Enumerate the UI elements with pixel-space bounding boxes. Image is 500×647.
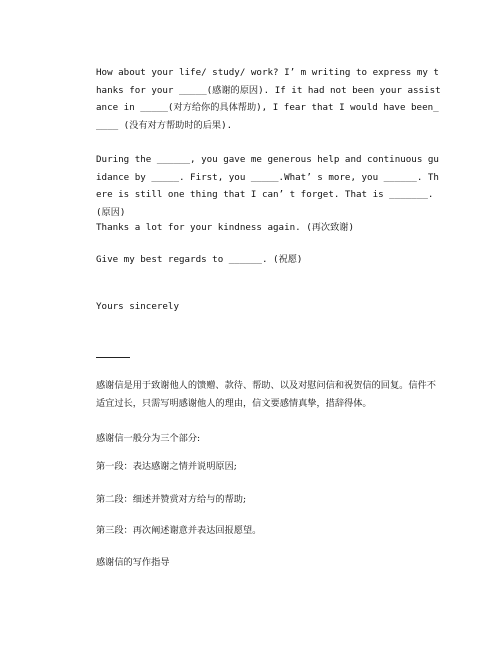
signature-line (96, 357, 130, 358)
letter-paragraph-4: Give my best regards to ______. (祝愿) (96, 254, 303, 265)
letter-closing: Yours sincerely (96, 301, 179, 312)
guide-part-3: 第三段：再次阐述谢意并表达回报愿望。 (96, 525, 262, 536)
guide-intro: 感谢信是用于致谢他人的馈赠、款待、帮助、以及对慰问信和祝贺信的回复。信件不适宜过长，只需写明感谢他人的理由，信文要感情真挚，措辞得体。 (96, 380, 436, 409)
guide-part-1: 第一段：表达感谢之情并说明原因; (96, 461, 237, 472)
letter-paragraph-1: How about your life/ study/ work? I’ m writing to express my thanks for your _____(感谢的原因). If it had not been your assistance in _____(对方给你的具体帮助), I fear that I would have been_____ (没有对方帮助时的后果). (96, 67, 441, 131)
guide-part-2: 第二段：细述并赞赏对方给与的帮助; (96, 494, 247, 505)
guide-parts-title: 感谢信一般分为三个部分: (96, 433, 201, 444)
letter-paragraph-2: During the ______, you gave me generous help and continuous guidance by _____. First, you _____.What’ s more, you ______. There is still one thing that I can’ t forget. That is _______. (原因) (96, 154, 439, 218)
letter-paragraph-3: Thanks a lot for your kindness again. (再次致谢) (96, 222, 355, 233)
guide-heading: 感谢信的写作指导 (96, 557, 170, 568)
